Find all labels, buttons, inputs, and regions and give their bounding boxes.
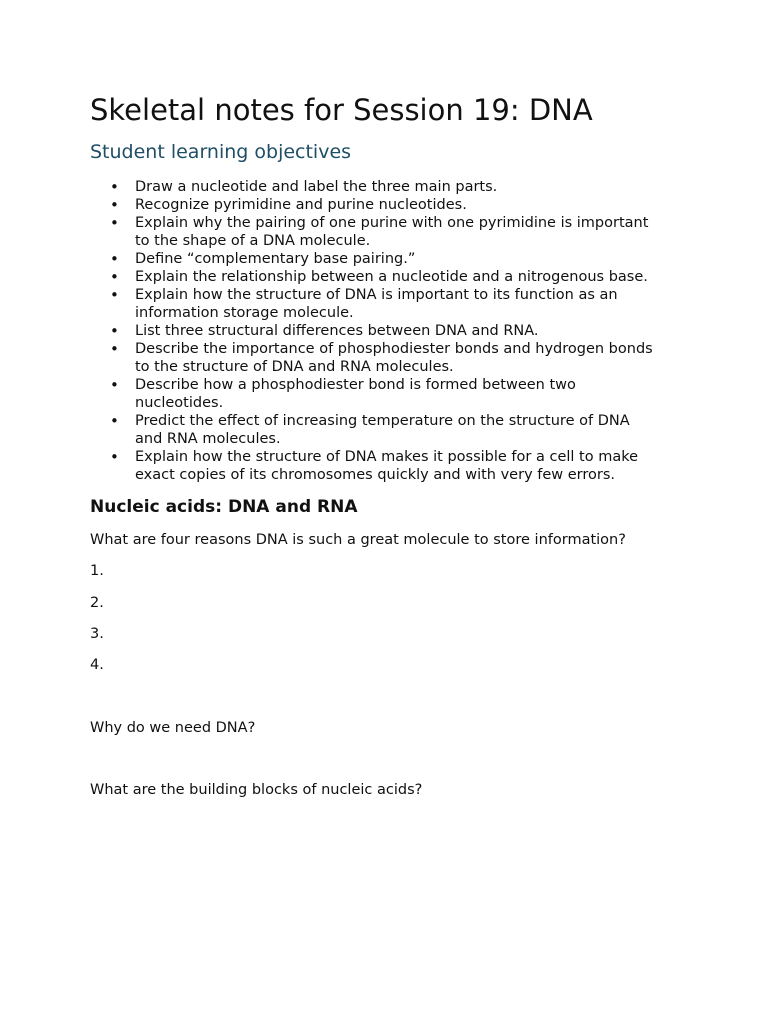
list-item-line-continued: exact copies of its chromosomes quickly and with very few errors. (135, 467, 616, 483)
numbered-item: 2. (90, 595, 104, 611)
list-item-line: Explain why the pairing of one purine with one pyrimidine is important (135, 215, 649, 231)
numbered-item: 1. (90, 563, 104, 579)
list-item (90, 412, 680, 448)
list-item-line-continued: nucleotides. (135, 395, 224, 411)
list-item-line-continued: and RNA molecules. (135, 431, 281, 447)
document-title: Skeletal notes for Session 19: DNA (90, 93, 593, 127)
numbered-item: 4. (90, 657, 104, 673)
question-text: What are the building blocks of nucleic acids? (90, 782, 423, 798)
list-item-line: Predict the effect of increasing temperature on the structure of DNA (135, 413, 630, 429)
list-item-line: Describe how a phosphodiester bond is formed between two (135, 377, 576, 393)
question-text: What are four reasons DNA is such a great molecule to store information? (90, 532, 626, 548)
list-item (90, 286, 680, 322)
list-item (90, 250, 680, 268)
list-item (90, 214, 680, 250)
list-item-line: Explain how the structure of DNA makes it possible for a cell to make (135, 449, 639, 465)
question-text: Why do we need DNA? (90, 720, 256, 736)
list-item-line-continued: to the structure of DNA and RNA molecules. (135, 359, 454, 375)
numbered-item: 3. (90, 626, 104, 642)
list-item-line: Recognize pyrimidine and purine nucleotides. (135, 197, 467, 213)
list-item-line: Explain the relationship between a nucleotide and a nitrogenous base. (135, 269, 648, 285)
list-item (90, 268, 680, 286)
list-item-line: Describe the importance of phosphodiester bonds and hydrogen bonds (135, 341, 653, 357)
list-item-line-continued: information storage molecule. (135, 305, 354, 321)
list-item (90, 448, 680, 484)
list-item (90, 178, 680, 196)
list-item-line: Draw a nucleotide and label the three main parts. (135, 179, 498, 195)
list-item-line: Define “complementary base pairing.” (135, 251, 416, 267)
list-item (90, 322, 680, 340)
objectives-list (90, 178, 680, 484)
objectives-subtitle: Student learning objectives (90, 141, 352, 163)
list-item-line: List three structural differences between DNA and RNA. (135, 323, 539, 339)
list-item (90, 376, 680, 412)
list-item (90, 340, 680, 376)
list-item-line-continued: to the shape of a DNA molecule. (135, 233, 371, 249)
section-heading: Nucleic acids: DNA and RNA (90, 497, 358, 517)
list-item-line: Explain how the structure of DNA is important to its function as an (135, 287, 618, 303)
list-item (90, 196, 680, 214)
